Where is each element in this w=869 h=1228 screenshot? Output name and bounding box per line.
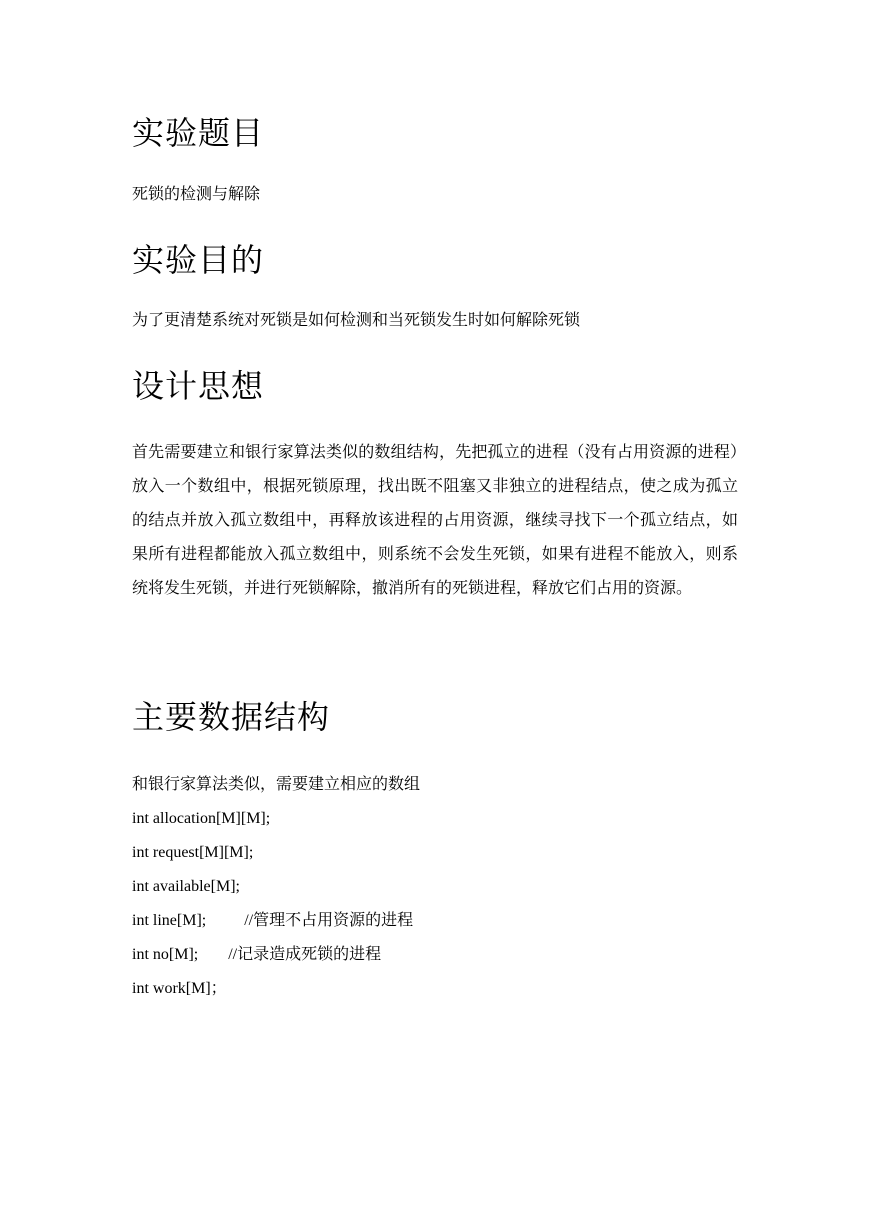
heading-design-idea: 设计思想: [132, 367, 265, 405]
data-structures-intro: 和银行家算法类似，需要建立相应的数组: [132, 776, 421, 793]
code-line: [132, 842, 253, 864]
heading-main-data-structures: 主要数据结构: [132, 698, 331, 736]
code-line: [132, 944, 381, 966]
code-line: [132, 978, 227, 1000]
code-text: int available[M];: [132, 878, 240, 895]
code-text: int no[M];: [132, 946, 199, 963]
code-comment: //管理不占用资源的进程: [244, 912, 414, 929]
heading-experiment-purpose: 实验目的: [132, 241, 265, 279]
code-text: int request[M][M];: [132, 844, 254, 861]
code-line: [132, 910, 413, 932]
code-text: int work[M]；: [132, 980, 227, 997]
design-idea-text: 首先需要建立和银行家算法类似的数组结构，先把孤立的进程（没有占用资源的进程）放入一个数组中，根据死锁原理，找出既不阻塞又非独立的进程结点，使之成为孤立的结点并放入孤立数组中，再释放该进程的占用资源，继续寻找下一个孤立结点，如果所有进程都能放入孤立数组中，则系统不会发生死锁，如果有进程不能放入，则系统将发生死锁，并进行死锁解除，撤消所有的死锁进程，释放它们占用的资源。: [132, 444, 738, 597]
experiment-title-text: 死锁的检测与解除: [132, 186, 261, 203]
code-text: int line[M];: [132, 912, 207, 929]
code-text: int allocation[M][M];: [132, 810, 271, 827]
experiment-purpose-text: 为了更清楚系统对死锁是如何检测和当死锁发生时如何解除死锁: [132, 312, 581, 329]
code-line: [132, 808, 270, 830]
code-line: [132, 876, 240, 898]
code-comment: //记录造成死锁的进程: [228, 946, 382, 963]
heading-experiment-title: 实验题目: [132, 114, 265, 152]
